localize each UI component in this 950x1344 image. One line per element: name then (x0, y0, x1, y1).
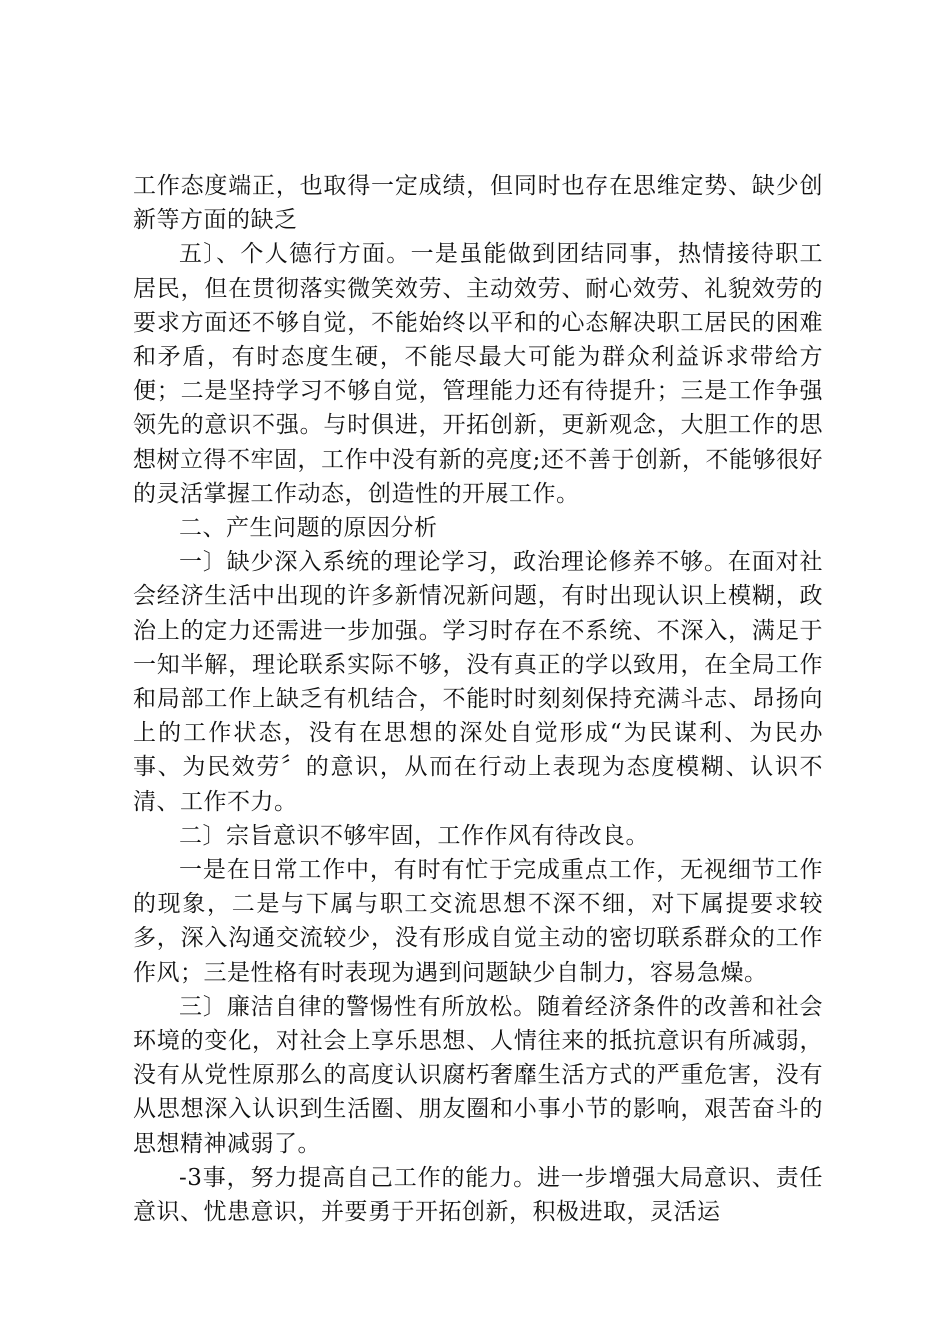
paragraph-improvement: -3事，努力提高自己工作的能力。进一步增强大局意识、责任意识、忧患意识，并要勇于开拓创新，积极进取，灵活运 (133, 1164, 823, 1226)
paragraph-work-style: 一是在日常工作中，有时有忙于完成重点工作，无视细节工作的现象，二是与下属与职工交流思想不深不细，对下属提要求较多，深入沟通交流较少，没有形成自觉主动的密切联系群众的工作作风；三是性格有时表现为遇到问题缺少自制力，容易急燥。 (133, 857, 823, 986)
paragraph-integrity: 三〕廉洁自律的警惕性有所放松。随着经济条件的改善和社会环境的变化，对社会上享乐思想、人情往来的抵抗意识有所减弱，没有从党性原那么的高度认识腐朽奢靡生活方式的严重危害，没有从思想深入认识到生活圈、朋友圈和小事小节的影响，艰苦奋斗的思想精神减弱了。 (133, 993, 823, 1157)
paragraph-theory-study: 一〕缺少深入系统的理论学习，政治理论修养不够。在面对社会经济生活中出现的许多新情况新问题，有时出现认识上模糊，政治上的定力还需进一步加强。学习时存在不系统、不深入，满足于一知半解，理论联系实际不够，没有真正的学以致用，在全局工作和局部工作上缺乏有机结合，不能时时刻刻保持充满斗志、昂扬向上的工作状态，没有在思想的深处自觉形成“为民谋利、为民办事、为民效劳〞的意识，从而在行动上表现为态度模糊、认识不清、工作不力。 (133, 549, 823, 815)
section-heading-cause-analysis: 二、产生问题的原因分析 (179, 515, 438, 542)
paragraph-continuation: 工作态度端正，也取得一定成绩，但同时也存在思维定势、缺少创新等方面的缺乏 (133, 173, 823, 234)
document-body (133, 169, 823, 1229)
subheading-purpose-awareness: 二〕宗旨意识不够牢固，工作作风有待改良。 (179, 822, 649, 849)
paragraph-personal-conduct: 五〕、个人德行方面。一是虽能做到团结同事，热情接待职工居民，但在贯彻落实微笑效劳、主动效劳、耐心效劳、礼貌效劳的要求方面还不够自觉，不能始终以平和的心态解决职工居民的困难和矛盾，有时态度生硬，不能尽最大可能为群众利益诉求带给方便；二是坚持学习不够自觉，管理能力还有待提升；三是工作争强领先的意识不强。与时俱进，开拓创新，更新观念，大胆工作的思想树立得不牢固，工作中没有新的亮度;还不善于创新，不能够很好的灵活掌握工作动态，创造性的开展工作。 (133, 241, 823, 507)
